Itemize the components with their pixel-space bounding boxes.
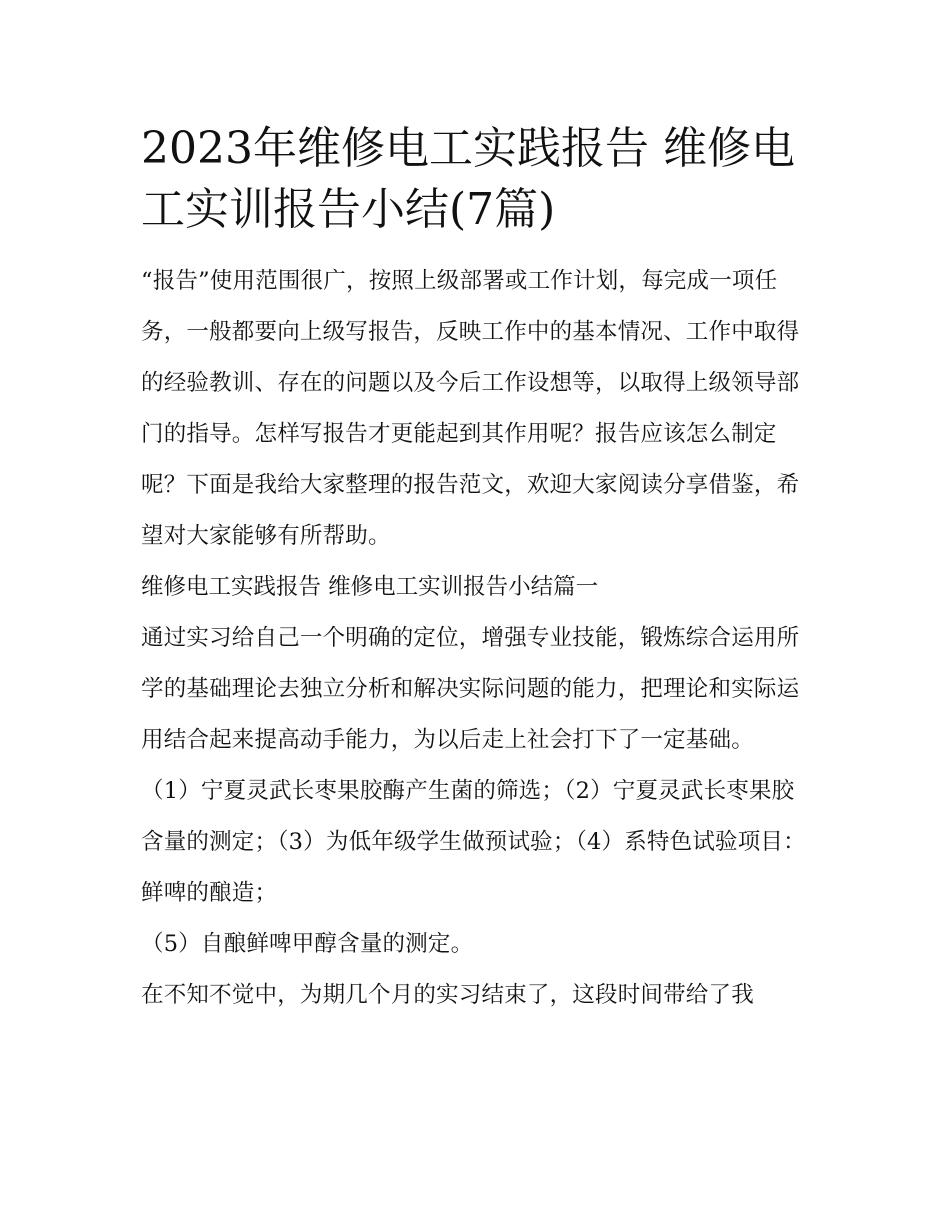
intro-paragraph: “报告”使用范围很广，按照上级部署或工作计划，每完成一项任务，一般都要向上级写报告，反映工作中的基本情况、工作中取得的经验教训、存在的问题以及今后工作设想等，以取得上级领导部门的指导。怎样写报告才更能起到其作用呢？报告应该怎么制定呢？下面是我给大家整理的报告范文，欢迎大家阅读分享借鉴，希望对大家能够有所帮助。 bbox=[141, 268, 800, 549]
document-page bbox=[141, 118, 813, 1021]
body-paragraph-1: 通过实习给自己一个明确的定位，增强专业技能，锻炼综合运用所学的基础理论去独立分析和解决实际问题的能力，把理论和实际运用结合起来提高动手能力，为以后走上社会打下了一定基础。 bbox=[141, 625, 800, 753]
body-paragraph-3: （5）自酿鲜啤甲醇含量的测定。 bbox=[141, 931, 474, 957]
body-paragraph-2: （1）宁夏灵武长枣果胶酶产生菌的筛选；（2）宁夏灵武长枣果胶含量的测定；（3）为低年级学生做预试验；（4）系特色试验项目：鲜啤的酿造； bbox=[141, 778, 806, 906]
body-paragraph-4: 在不知不觉中，为期几个月的实习结束了，这段时间带给了我 bbox=[141, 982, 754, 1008]
section-heading: 维修电工实践报告 维修电工实训报告小结篇一 bbox=[141, 574, 599, 600]
document-title: 2023年维修电工实践报告 维修电工实训报告小结(7篇) bbox=[141, 123, 795, 235]
